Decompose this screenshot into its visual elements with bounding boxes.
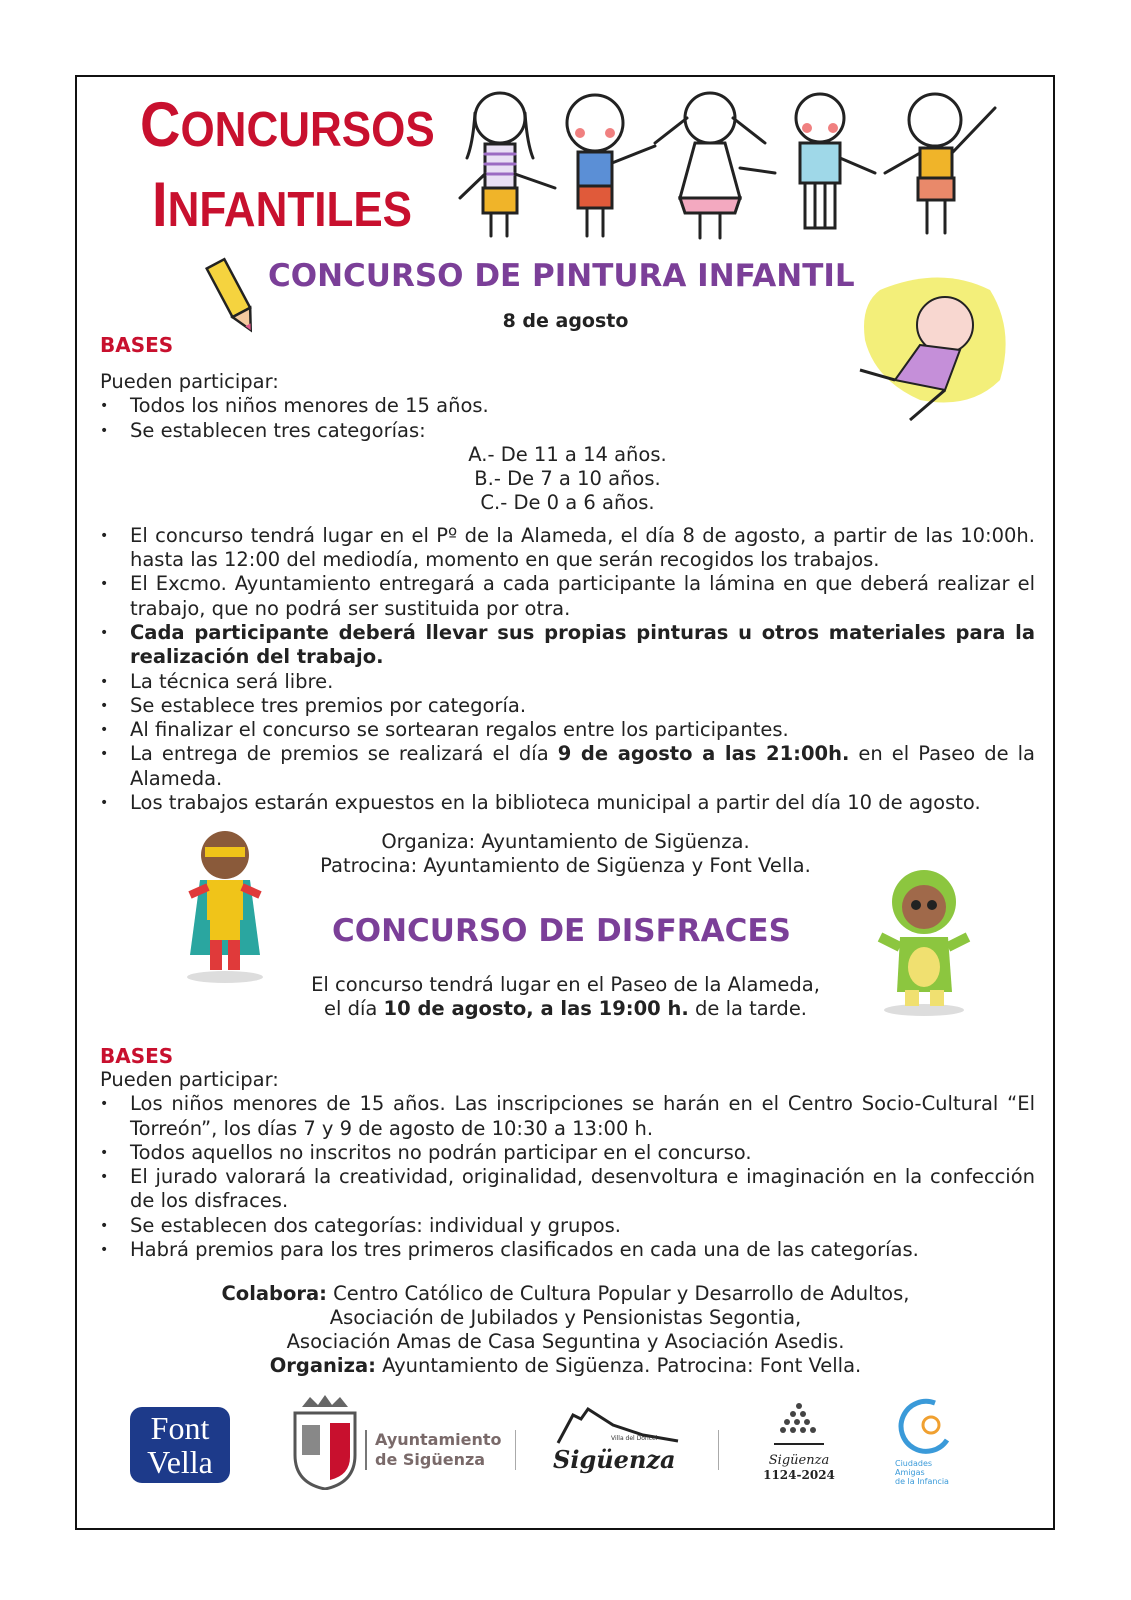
- costume-bases-label: BASES: [100, 1044, 174, 1068]
- painting-organiza: Organiza: Ayuntamiento de Sigüenza.: [381, 830, 750, 853]
- ciudades-amigas-line-2: Amigas: [895, 1468, 925, 1477]
- colabora-line-2: Asociación de Jubilados y Pensionistas Segontia,: [329, 1306, 802, 1329]
- divider-2: [718, 1430, 719, 1470]
- siguenza-logo-small: Villa del Doncel: [611, 1435, 658, 1442]
- costume-bullet-prizes: • Habrá premios para los tres primeros clasificados en cada una de las categorías.: [100, 1238, 1035, 1262]
- organiza-line: Organiza: Ayuntamiento de Sigüenza. Patrocina: Font Vella.: [269, 1354, 862, 1377]
- painting-bullet-location: • El concurso tendrá lugar en el Pº de la Alameda, el día 8 de agosto, a partir de las 10:00h. hasta las 12:00 del mediodía, momento en que serán recogidos los trabajos.: [100, 524, 1035, 573]
- ayuntamiento-logo-text: [365, 1430, 502, 1470]
- painting-bases-label: BASES: [100, 333, 174, 357]
- title-line-2: INFANTILES: [152, 169, 413, 240]
- painting-bullet-raffle: • Al finalizar el concurso se sortearan regalos entre los participantes.: [100, 718, 1035, 742]
- category-b: B.- De 7 a 10 años.: [474, 467, 661, 491]
- painting-bullet-sheet: • El Excmo. Ayuntamiento entregará a cada participante la lámina en que deberá realizar el trabajo, que no podrá ser sustituida por otra.: [100, 572, 1035, 621]
- costume-bullet-jury: • El jurado valorará la creatividad, originalidad, desenvoltura e imaginación en la confección de los disfraces.: [100, 1165, 1035, 1214]
- painting-bullet-prizes: • Se establece tres premios por categoría.: [100, 694, 1035, 718]
- coat-of-arms-icon: [290, 1395, 360, 1490]
- ciudades-amigas-line-1: Ciudades: [895, 1459, 933, 1468]
- costume-bullet-categories: • Se establecen dos categorías: individual y grupos.: [100, 1214, 1035, 1238]
- costume-intro: Pueden participar:: [100, 1068, 279, 1091]
- category-c: C.- De 0 a 6 años.: [480, 491, 655, 515]
- painting-bullet-technique: • La técnica será libre.: [100, 670, 1035, 694]
- costume-line-2: el día 10 de agosto, a las 19:00 h. de la tarde.: [323, 997, 808, 1020]
- divider-1: [515, 1430, 516, 1470]
- colabora-line-3: Asociación Amas de Casa Seguntina y Asociación Asedis.: [286, 1330, 845, 1353]
- painting-intro: Pueden participar:: [100, 370, 279, 393]
- siguenza-logo: [553, 1405, 683, 1485]
- ciudades-amigas-icon: [895, 1395, 955, 1455]
- painting-bullet-categories: • Se establecen tres categorías:: [100, 419, 1035, 443]
- fontvella-logo: [130, 1407, 230, 1483]
- painting-rules: [100, 370, 1035, 815]
- category-a: A.- De 11 a 14 años.: [468, 442, 667, 466]
- costume-rules: [100, 1068, 1035, 1262]
- ayuntamiento-logo-line-2: de Sigüenza: [375, 1450, 486, 1469]
- anniversary-logo: [758, 1400, 840, 1490]
- dotted-tree-icon: [769, 1400, 829, 1450]
- painting-patrocina: Patrocina: Ayuntamiento de Sigüenza y Font Vella.: [320, 854, 811, 877]
- anniversary-logo-line-1: Sigüenza: [768, 1453, 830, 1468]
- costume-bullet-registration: • Todos aquellos no inscritos no podrán participar en el concurso.: [100, 1141, 1035, 1165]
- painting-bullet-awards: • La entrega de premios se realizará el día 9 de agosto a las 21:00h. en el Paseo de la Alameda.: [100, 742, 1035, 791]
- painting-date: 8 de agosto: [502, 310, 629, 332]
- ciudades-amigas-logo: [895, 1395, 970, 1490]
- painting-bullet-materials: • Cada participante deberá llevar sus propias pinturas u otros materiales para la realización del trabajo.: [100, 621, 1035, 670]
- painting-contest-title: CONCURSO DE PINTURA INFANTIL: [268, 258, 855, 294]
- title-line-1: CONCURSOS: [140, 89, 435, 160]
- ciudades-amigas-line-3: de la Infancia: [895, 1477, 949, 1486]
- anniversary-logo-line-2: 1124-2024: [763, 1468, 835, 1482]
- painting-bullet-exhibition: • Los trabajos estarán expuestos en la biblioteca municipal a partir del día 10 de agosto.: [100, 791, 1035, 815]
- costume-line-1: El concurso tendrá lugar en el Paseo de la Alameda,: [311, 973, 820, 996]
- fontvella-logo-line-1: Font: [150, 1410, 210, 1446]
- costume-bullet-eligibility: • Los niños menores de 15 años. Las inscripciones se harán en el Centro Socio-Cultural “El Torreón”, los días 7 y 9 de agosto de 10:30 a 13:00 h.: [100, 1092, 1035, 1141]
- colabora-line-1: Colabora: Centro Católico de Cultura Popular y Desarrollo de Adultos,: [221, 1282, 910, 1305]
- costume-contest-title: CONCURSO DE DISFRACES: [332, 913, 791, 949]
- siguenza-logo-script: Sigüenza: [553, 1445, 676, 1474]
- ayuntamiento-logo-line-1: Ayuntamiento: [375, 1430, 502, 1449]
- dinosaur-costume-girl-illustration: [872, 862, 977, 1017]
- superhero-kid-illustration: [180, 825, 270, 985]
- kids-holding-hands-illustration: [455, 88, 1025, 248]
- painting-bullet-eligibility: • Todos los niños menores de 15 años.: [100, 394, 1035, 418]
- fontvella-logo-line-2: Vella: [147, 1444, 213, 1480]
